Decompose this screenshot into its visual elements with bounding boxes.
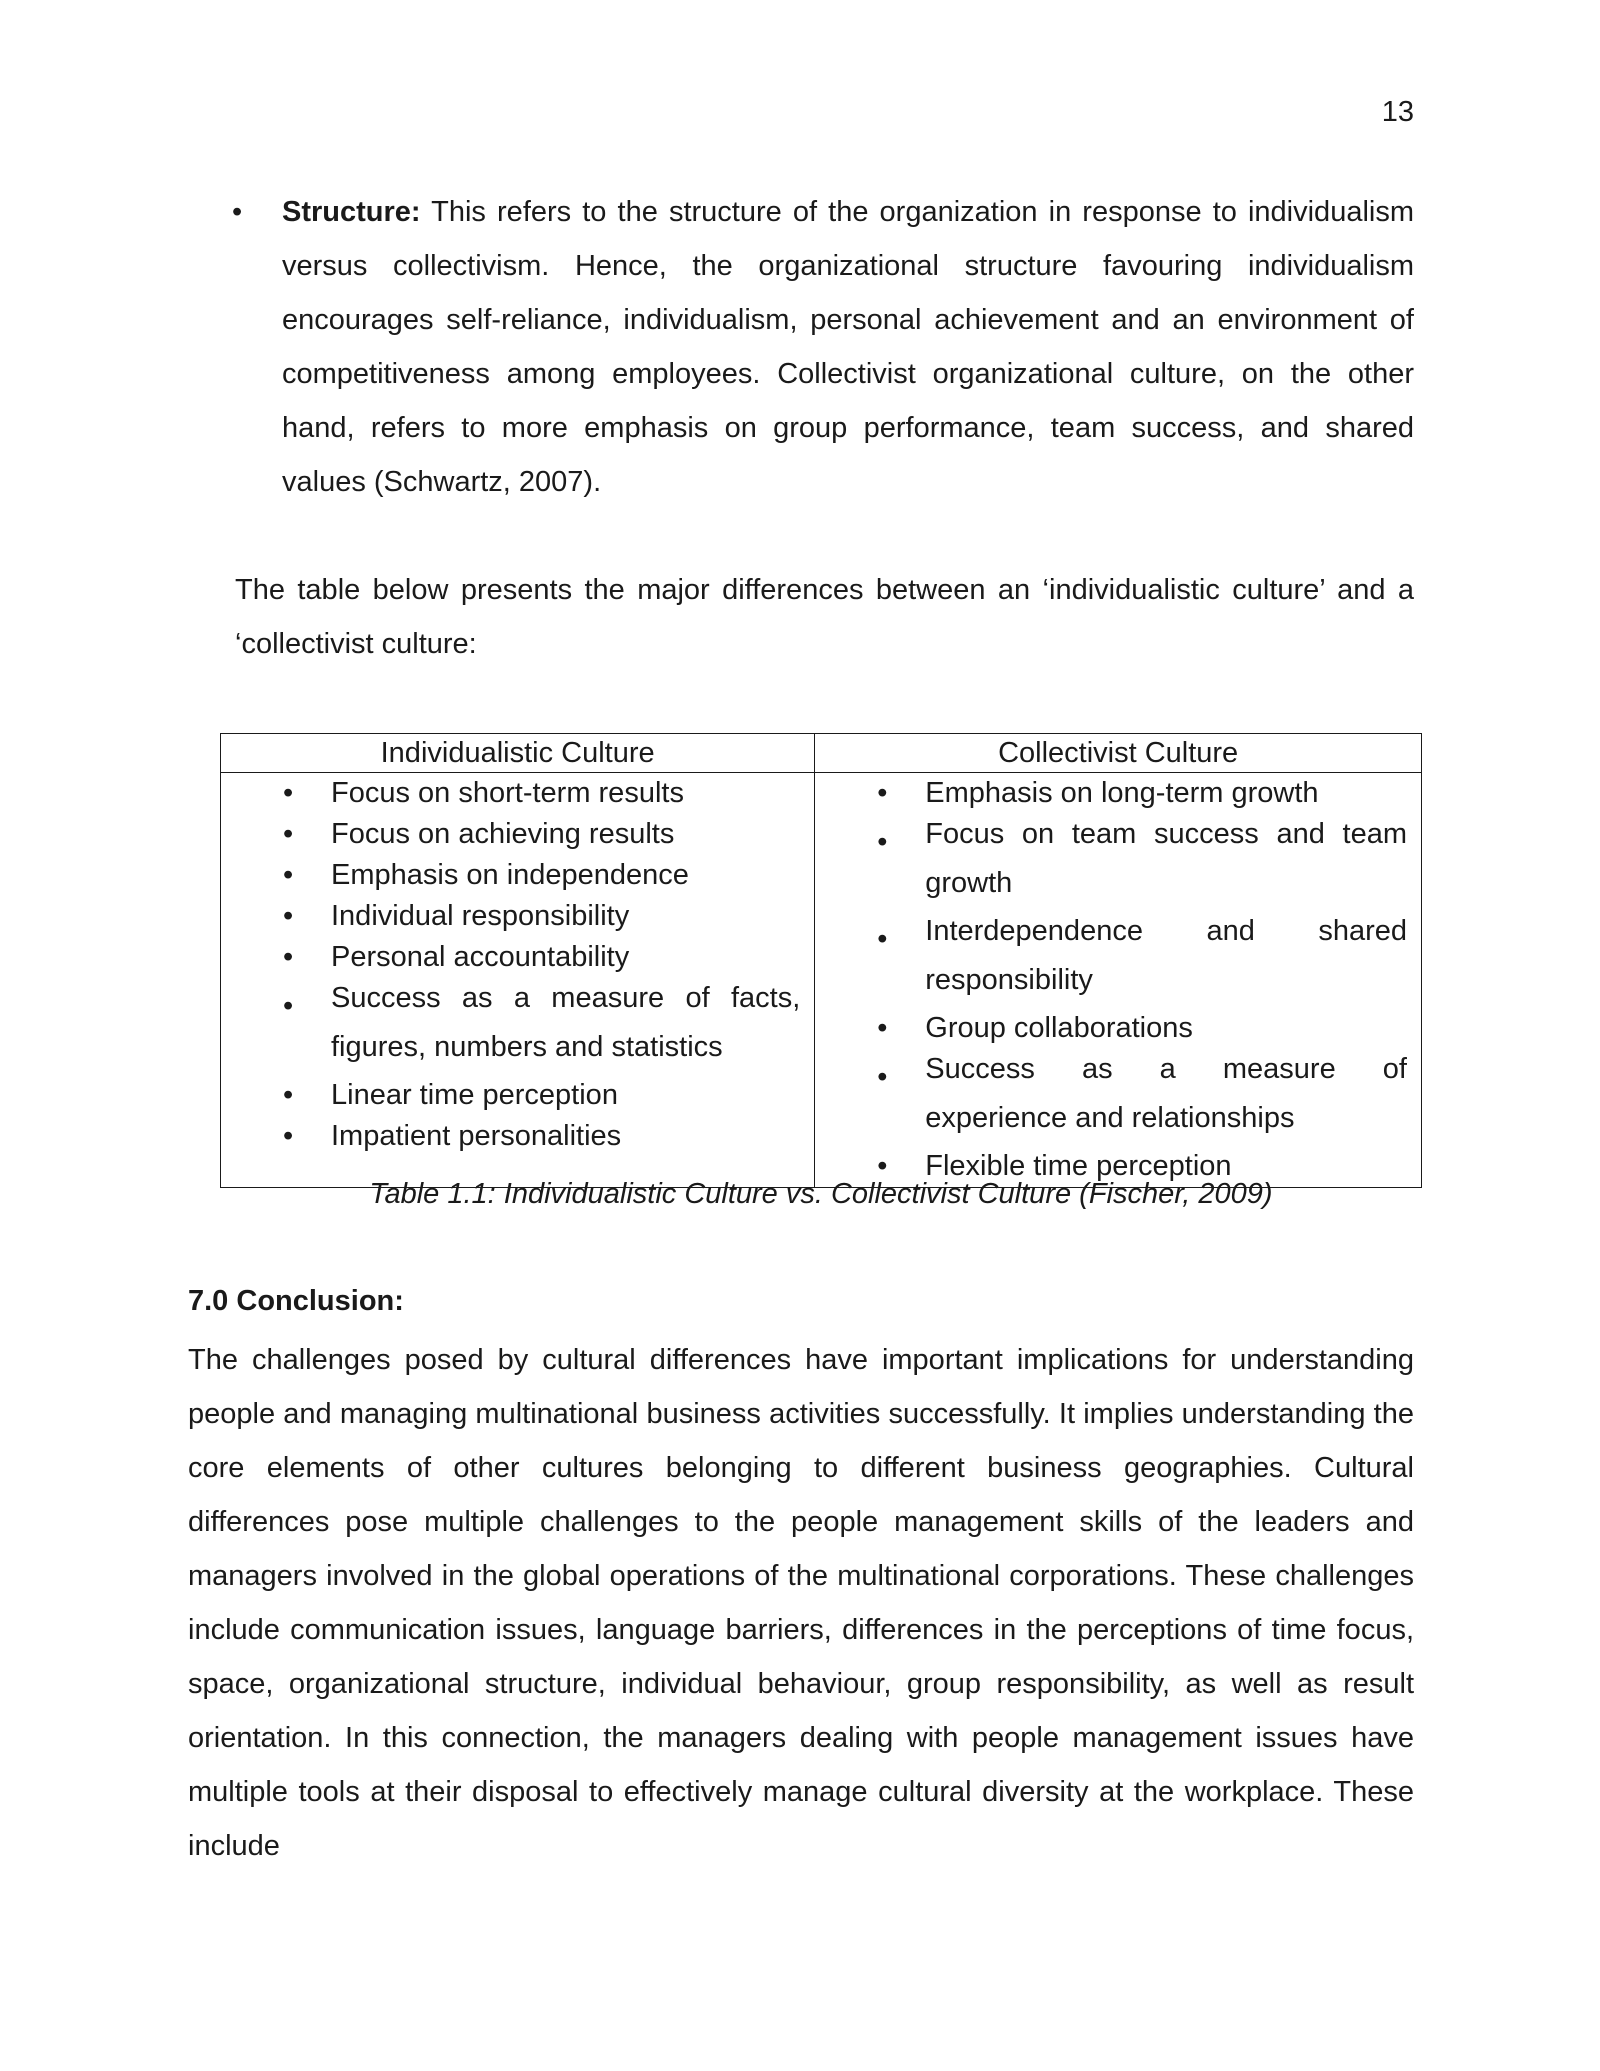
list-item: • Focus on achieving results <box>235 814 800 855</box>
culture-comparison-table <box>220 733 1422 1188</box>
list-item: • Focus on team success and team growth <box>829 814 1407 911</box>
individualistic-cell <box>221 773 815 1188</box>
page-number: 13 <box>1381 96 1414 128</box>
bullet-icon: • <box>877 777 888 809</box>
list-item: • Personal accountability <box>235 937 800 978</box>
list-item: • Individual responsibility <box>235 896 800 937</box>
bullet-icon: • <box>877 1061 888 1093</box>
list-item: • Interdependence and shared responsibility <box>829 911 1407 1008</box>
bullet-icon: • <box>232 196 243 228</box>
structure-bullet-section <box>232 185 1414 509</box>
bullet-icon: • <box>283 900 294 932</box>
table-intro-paragraph: The table below presents the major differences between an ‘individualistic culture’ and a ‘collectivist culture: <box>235 574 1414 660</box>
bullet-icon: • <box>877 1150 888 1182</box>
table-caption: Table 1.1: Individualistic Culture vs. Collectivist Culture (Fischer, 2009) <box>369 1178 1273 1210</box>
individualistic-list <box>235 773 800 1157</box>
bullet-icon: • <box>283 818 294 850</box>
bullet-icon: • <box>877 923 888 955</box>
list-item: • Focus on short-term results <box>235 773 800 814</box>
collectivist-list <box>829 773 1407 1187</box>
bullet-icon: • <box>283 777 294 809</box>
collectivist-cell <box>815 773 1422 1188</box>
structure-term: Structure: <box>282 196 421 228</box>
bullet-icon: • <box>283 1120 294 1152</box>
list-item: • Group collaborations <box>829 1008 1407 1049</box>
bullet-icon: • <box>283 990 294 1022</box>
conclusion-heading: 7.0 Conclusion: <box>188 1285 404 1317</box>
list-item: • Success as a measure of experience and relationships <box>829 1049 1407 1146</box>
list-item: • Emphasis on long-term growth <box>829 773 1407 814</box>
structure-bullet-item <box>232 185 1414 509</box>
bullet-icon: • <box>877 1012 888 1044</box>
list-item: • Impatient personalities <box>235 1116 800 1157</box>
list-item: • Flexible time perception <box>829 1146 1407 1187</box>
bullet-icon: • <box>283 1079 294 1111</box>
conclusion-paragraph: The challenges posed by cultural differences have important implications for understanding people and managing multinational business activities successfully. It implies understanding the core elements of other cultures belonging to different business geographies. Cultural differences pose multiple challenges to the people management skills of the leaders and managers involved in the global operations of the multinational corporations. These challenges include communication issues, language barriers, differences in the perceptions of time focus, space, organizational structure, individual behaviour, group responsibility, as well as result orientation. In this connection, the managers dealing with people management issues have multiple tools at their disposal to effectively manage cultural diversity at the workplace. These include <box>188 1344 1414 1862</box>
bullet-icon: • <box>283 859 294 891</box>
table-header-individualistic: Individualistic Culture <box>221 734 815 773</box>
bullet-icon: • <box>877 826 888 858</box>
list-item: • Success as a measure of facts, figures, numbers and statistics <box>235 978 800 1075</box>
structure-text: This refers to the structure of the organization in response to individualism versus collectivism. Hence, the organizational structure favouring individualism encourages self-reliance, individualism, personal achievement and an environment of competitiveness among employees. Collectivist organizational culture, on the other hand, refers to more emphasis on group performance, team success, and shared values (Schwartz, 2007). <box>282 196 1414 498</box>
bullet-icon: • <box>283 941 294 973</box>
list-item: • Emphasis on independence <box>235 855 800 896</box>
table-header-collectivist: Collectivist Culture <box>815 734 1422 773</box>
list-item: • Linear time perception <box>235 1075 800 1116</box>
